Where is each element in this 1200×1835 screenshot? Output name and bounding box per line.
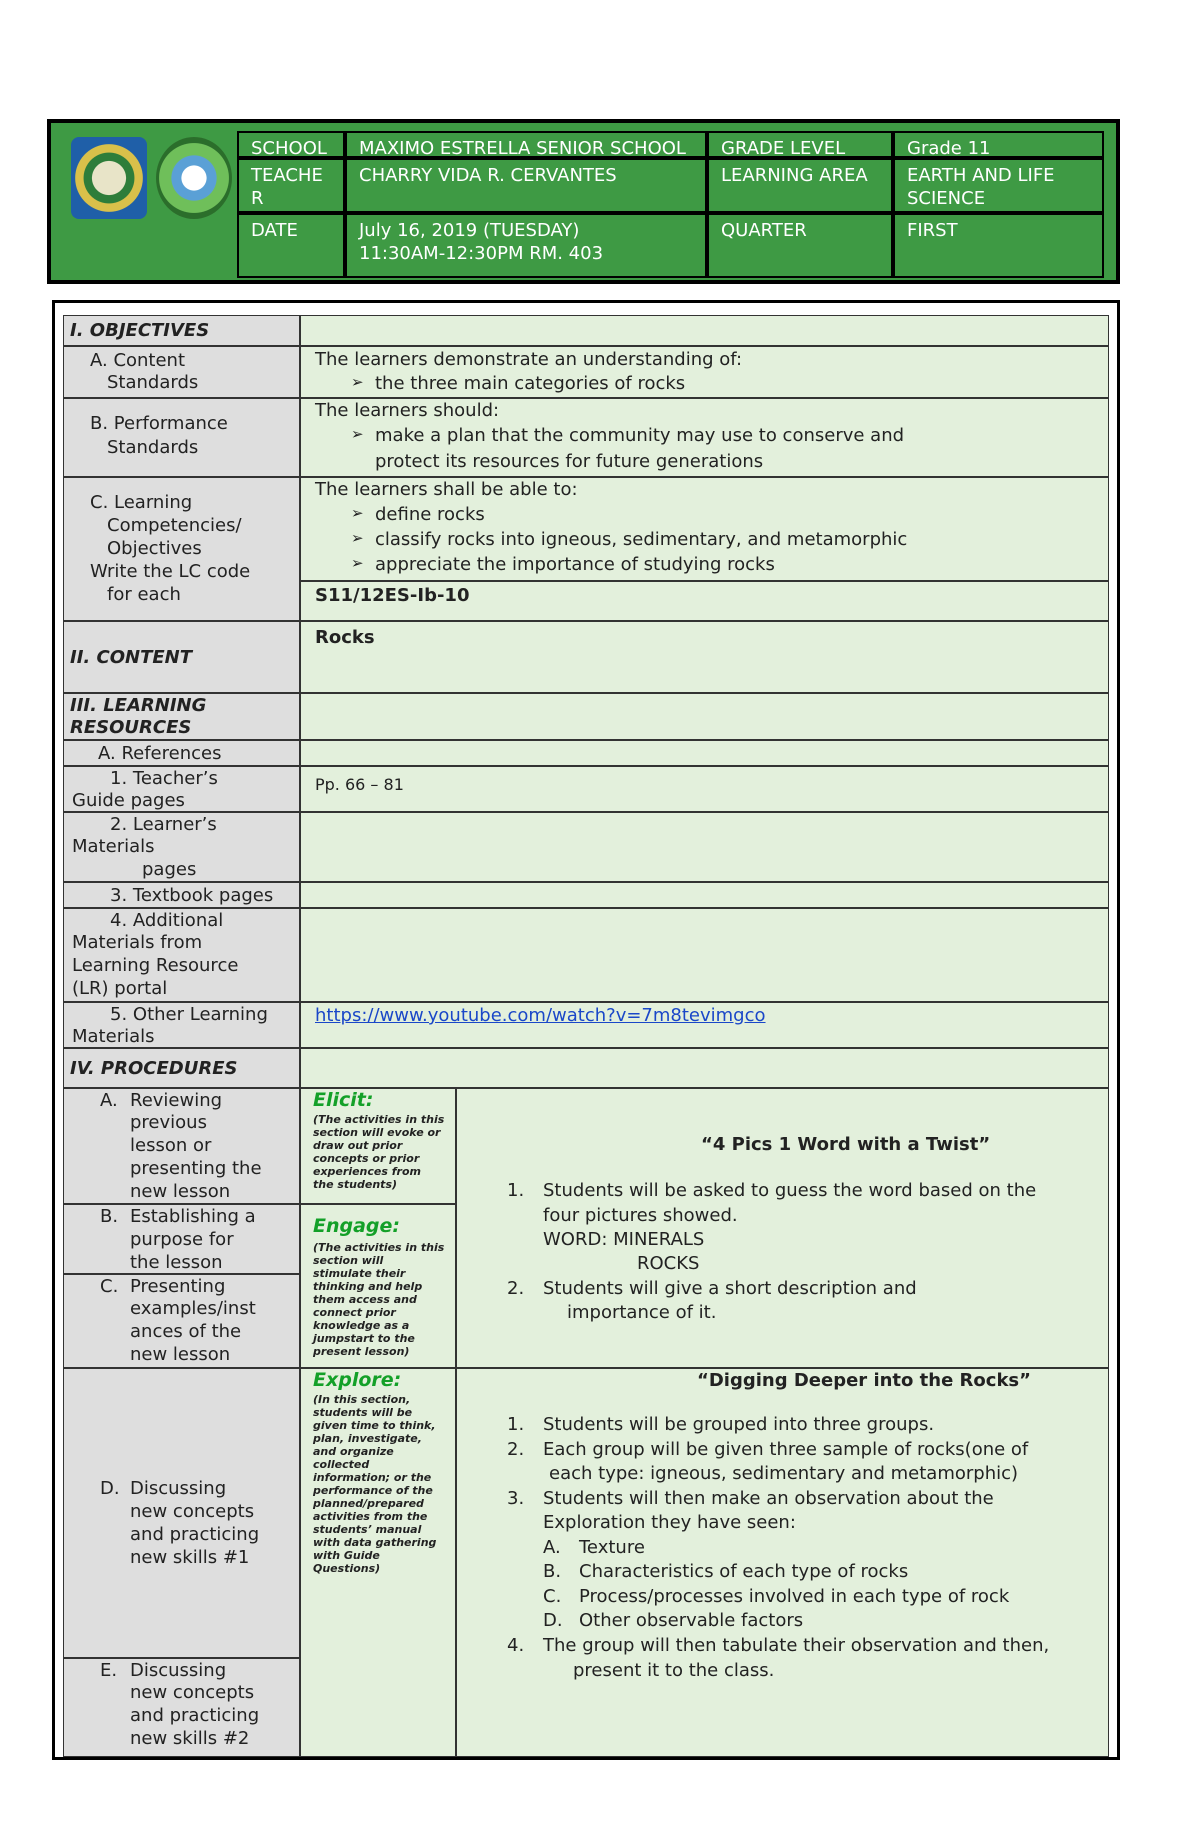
performance-standards-value-cell <box>300 398 1109 477</box>
elicit-note: (The activities in this section will evoke or draw out prior concepts or prior experiences from the students) <box>313 1113 445 1191</box>
date-label: DATE <box>237 213 345 278</box>
procedure-c-line: examples/inst <box>130 1298 256 1319</box>
learners-materials-value <box>300 812 1109 882</box>
activity-one-item-cont: importance of it. <box>567 1302 717 1323</box>
arrow-bullet-icon: ➢ <box>351 504 364 522</box>
youtube-video-link[interactable]: https://www.youtube.com/watch?v=7m8tevimgco <box>315 1005 766 1026</box>
activity-two-item-cont: each type: igneous, sedimentary and metamorphic) <box>549 1463 1019 1484</box>
list-number: 1. <box>507 1180 525 1201</box>
engage-title: Engage: <box>313 1215 401 1237</box>
content-value-cell <box>300 621 1109 693</box>
procedure-e-line: new concepts <box>130 1682 255 1703</box>
activity-two-item-cont: present it to the class. <box>573 1660 775 1681</box>
performance-standards-intro: The learners should: <box>315 400 500 421</box>
explore-guide-cell <box>300 1368 456 1757</box>
lc-code: S11/12ES-Ib-10 <box>315 585 470 606</box>
textbook-value <box>300 882 1109 908</box>
objectives-heading-value <box>300 315 1109 346</box>
procedure-a-line: Reviewing <box>130 1090 223 1111</box>
school-label: SCHOOL <box>237 131 345 158</box>
explore-note: (In this section, students will be given time to think, plan, investigate, and organize collected information; or the performance of the planned/prepared activities from the students’ manual with data gathering with Guide Questions) <box>313 1393 437 1575</box>
resources-heading-2: RESOURCES <box>70 717 192 738</box>
references-value <box>300 740 1109 766</box>
procedure-e-line: new skills #2 <box>130 1728 250 1749</box>
procedure-b-letter: B. <box>100 1206 119 1227</box>
content-standards-item: the three main categories of rocks <box>375 373 686 394</box>
activity-two-cell <box>456 1368 1109 1757</box>
lesson-plan-table <box>52 300 1120 1760</box>
grade-label: GRADE LEVEL <box>707 131 893 158</box>
activity-one-cell <box>456 1088 1109 1368</box>
learners-materials-label-3: pages <box>142 859 197 880</box>
sub-item: Characteristics of each type of rocks <box>579 1561 909 1582</box>
lc-code-cell <box>300 581 1109 621</box>
additional-materials-label: 4. Additional <box>110 910 224 931</box>
sub-item: Process/processes involved in each type of rock <box>579 1586 1010 1607</box>
content-standards-value-cell <box>300 346 1109 398</box>
lc-label-4: Write the LC code <box>90 561 251 582</box>
school-value: MAXIMO ESTRELLA SENIOR SCHOOL <box>345 131 707 158</box>
lc-item: classify rocks into igneous, sedimentary, and metamorphic <box>375 529 908 550</box>
learners-materials-label-cell <box>63 812 300 882</box>
content-standards-label: A. Content <box>90 350 186 371</box>
list-number: 2. <box>507 1439 525 1460</box>
activity-one-item-cont: four pictures showed. <box>543 1205 738 1226</box>
content-standards-label-cell <box>63 346 300 398</box>
activity-one-word: WORD: MINERALS <box>543 1229 705 1250</box>
textbook-label-cell <box>63 882 300 908</box>
teacher-value: CHARRY VIDA R. CERVANTES <box>345 158 707 213</box>
lc-intro: The learners shall be able to: <box>315 479 578 500</box>
other-materials-value-cell <box>300 1002 1109 1048</box>
teacher-label: TEACHE R <box>237 158 345 213</box>
school-header <box>47 119 1120 284</box>
sub-letter: D. <box>543 1610 563 1631</box>
activity-two-item: Each group will be given three sample of rocks(one of <box>543 1439 1029 1460</box>
procedure-a-line: lesson or <box>130 1135 212 1156</box>
content-standards-label-2: Standards <box>107 372 199 393</box>
additional-materials-value <box>300 908 1109 1002</box>
activity-one-item: Students will give a short description and <box>543 1278 917 1299</box>
additional-materials-label-3: Learning Resource <box>72 955 239 976</box>
arrow-bullet-icon: ➢ <box>351 554 364 572</box>
list-number: 1. <box>507 1414 525 1435</box>
procedure-a-line: new lesson <box>130 1181 231 1202</box>
additional-materials-label-cell <box>63 908 300 1002</box>
resources-heading-value <box>300 693 1109 740</box>
other-materials-label-cell <box>63 1002 300 1048</box>
procedure-d-line: Discussing <box>130 1478 227 1499</box>
procedure-b-line: the lesson <box>130 1252 223 1273</box>
additional-materials-label-2: Materials from <box>72 932 203 953</box>
grade-value: Grade 11 <box>893 131 1104 158</box>
area-label: LEARNING AREA <box>707 158 893 213</box>
list-number: 3. <box>507 1488 525 1509</box>
elicit-title: Elicit: <box>313 1089 374 1111</box>
other-materials-label-2: Materials <box>72 1026 155 1047</box>
school-seal-logo <box>156 137 232 219</box>
teachers-guide-value-cell <box>300 766 1109 812</box>
elicit-guide-cell <box>300 1088 456 1204</box>
learning-competencies-label-cell <box>63 477 300 621</box>
engage-note: (The activities in this section will stimulate their thinking and help them access and connect prior knowledge as a jumpstart to the present lesson) <box>313 1241 445 1358</box>
quarter-value: FIRST <box>893 213 1104 278</box>
activity-two-item: Students will be grouped into three groups. <box>543 1414 935 1435</box>
procedures-heading-cell <box>63 1048 300 1088</box>
content-heading-cell <box>63 621 300 693</box>
references-label: A. References <box>98 743 222 764</box>
procedure-b-line: Establishing a <box>130 1206 256 1227</box>
textbook-label: 3. Textbook pages <box>110 885 274 906</box>
content-standards-intro: The learners demonstrate an understanding of: <box>315 349 743 370</box>
procedure-c-line: ances of the <box>130 1321 242 1342</box>
list-number: 2. <box>507 1278 525 1299</box>
procedure-c-letter: C. <box>100 1276 119 1297</box>
learners-materials-label-2: Materials <box>72 836 155 857</box>
other-materials-label: 5. Other Learning <box>110 1004 268 1025</box>
activity-one-title: “4 Pics 1 Word with a Twist” <box>701 1134 991 1155</box>
list-number: 4. <box>507 1635 525 1656</box>
sub-item: Other observable factors <box>579 1610 804 1631</box>
procedure-d-line: new skills #1 <box>130 1547 250 1568</box>
references-label-cell <box>63 740 300 766</box>
sub-letter: A. <box>543 1537 561 1558</box>
content-value: Rocks <box>315 627 375 648</box>
procedure-b-label-cell <box>63 1204 300 1274</box>
quarter-label: QUARTER <box>707 213 893 278</box>
objectives-heading: I. OBJECTIVES <box>70 320 210 341</box>
area-value: EARTH AND LIFE SCIENCE <box>893 158 1104 213</box>
activity-one-item: Students will be asked to guess the word based on the <box>543 1180 1037 1201</box>
arrow-bullet-icon: ➢ <box>351 373 364 391</box>
activity-two-title: “Digging Deeper into the Rocks” <box>697 1370 1031 1391</box>
procedure-e-letter: E. <box>100 1660 118 1681</box>
arrow-bullet-icon: ➢ <box>351 529 364 547</box>
lc-label: C. Learning <box>90 492 193 513</box>
teachers-guide-label-cell <box>63 766 300 812</box>
procedure-a-line: presenting the <box>130 1158 262 1179</box>
procedure-d-label-cell <box>63 1368 300 1658</box>
teachers-guide-label: 1. Teacher’s <box>110 768 218 789</box>
procedure-c-line: Presenting <box>130 1276 226 1297</box>
learning-competencies-value-cell <box>300 477 1109 581</box>
objectives-heading-cell <box>63 315 300 346</box>
procedure-a-line: previous <box>130 1112 207 1133</box>
teachers-guide-label-2: Guide pages <box>72 790 185 811</box>
procedure-c-line: new lesson <box>130 1344 231 1365</box>
performance-standards-label-cell <box>63 398 300 477</box>
procedure-d-line: and practicing <box>130 1524 260 1545</box>
explore-title: Explore: <box>313 1369 402 1391</box>
lc-item: define rocks <box>375 504 485 525</box>
procedure-e-line: Discussing <box>130 1660 227 1681</box>
procedures-heading: IV. PROCEDURES <box>70 1058 238 1079</box>
lc-item: appreciate the importance of studying rocks <box>375 554 775 575</box>
learners-materials-label: 2. Learner’s <box>110 814 217 835</box>
activity-two-item-cont: Exploration they have seen: <box>543 1512 796 1533</box>
lc-label-3: Objectives <box>107 538 202 559</box>
lc-label-5: for each <box>107 584 181 605</box>
procedures-heading-value <box>300 1048 1109 1088</box>
procedure-e-label-cell <box>63 1658 300 1757</box>
sub-letter: C. <box>543 1586 562 1607</box>
procedure-a-label-cell <box>63 1088 300 1204</box>
performance-standards-label: B. Performance <box>90 413 228 434</box>
procedure-d-line: new concepts <box>130 1501 255 1522</box>
arrow-bullet-icon: ➢ <box>351 425 364 443</box>
procedure-c-label-cell <box>63 1274 300 1368</box>
procedure-a-letter: A. <box>100 1090 118 1111</box>
teachers-guide-pages: Pp. 66 – 81 <box>315 775 404 794</box>
content-heading: II. CONTENT <box>70 647 192 668</box>
engage-guide-cell <box>300 1204 456 1368</box>
activity-one-word-2: ROCKS <box>637 1253 700 1274</box>
performance-standards-item: make a plan that the community may use to conserve and <box>375 425 905 446</box>
resources-heading-cell <box>63 693 300 740</box>
resources-heading: III. LEARNING <box>70 695 207 716</box>
activity-two-item: The group will then tabulate their observation and then, <box>543 1635 1050 1656</box>
procedure-d-letter: D. <box>100 1478 120 1499</box>
procedure-e-line: and practicing <box>130 1705 260 1726</box>
sub-letter: B. <box>543 1561 562 1582</box>
performance-standards-item-2: protect its resources for future generations <box>375 451 764 472</box>
performance-standards-label-2: Standards <box>107 437 199 458</box>
additional-materials-label-4: (LR) portal <box>72 978 168 999</box>
date-value: July 16, 2019 (TUESDAY) 11:30AM-12:30PM RM. 403 <box>345 213 707 278</box>
procedure-b-line: purpose for <box>130 1229 234 1250</box>
deped-seal-logo <box>71 137 147 219</box>
lc-label-2: Competencies/ <box>107 515 242 536</box>
activity-two-item: Students will then make an observation about the <box>543 1488 994 1509</box>
sub-item: Texture <box>579 1537 645 1558</box>
